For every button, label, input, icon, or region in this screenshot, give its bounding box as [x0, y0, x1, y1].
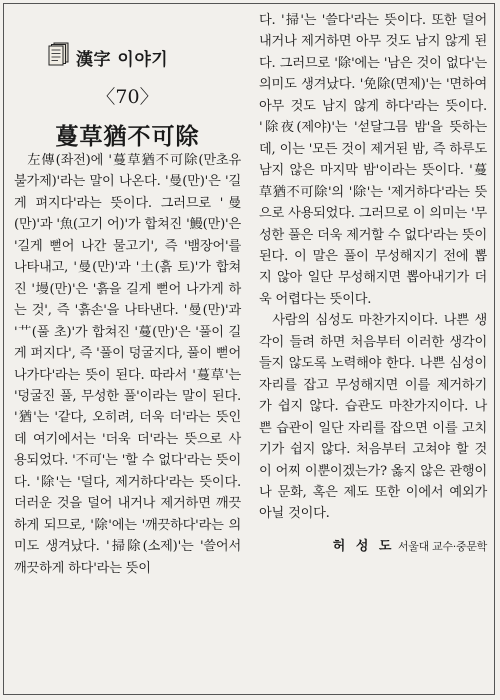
author-name: 허 성 도 [332, 538, 395, 554]
stacked-pages-icon [48, 42, 70, 66]
article-title: 蔓草猶不可除 [55, 123, 200, 150]
paragraph-1: 左傳(좌전)에 '蔓草猶不可除(만초유불가제)'라는 말이 나온다. '曼(만)'은 '길게 펴지다'라는 뜻이다. 그러므로 '曼(만)'과 '魚(고기 어)'가 합쳐진 '鰻(만)'은 '길게 뻗어 나간 물고기', 즉 '뱀장어'를 나타내고, '曼(만)'과 '土(흙 토)'가 합쳐진 '墁(만)'은 '흙을 길게 뻗어 나가게 하는 것', 즉 '흙손'을 나타낸다. '曼(만)'과 '艹(풀 초)'가 합쳐진 '蔓(만)'은 '풀이 길게 퍼지다', 즉 '풀이 덩굴지다, 풀이 뻗어 나가다'라는 뜻이 된다. 따라서 '蔓草'는 '덩굴진 풀, 무성한 풀'이라는 말이 된다. '猶'는 '같다, 오히려, 더욱 더'라는 뜻인데 여기에서는 '더욱 더'라는 뜻으로 사용되었다. '不可'는 '할 수 없다'라는 뜻이다. '除'는 '덜다, 제거하다'라는 뜻이다. 더러운 것을 덜어 내거나 제거하면 깨끗하게 되므로, '除'에는 '깨끗하다'라는 의미도 생겨났다. '掃除(소제)'는 '쓸어서 깨끗하게 하다'라는 뜻이 [14, 153, 241, 576]
author-affiliation: 서울대 교수·중문학 [397, 539, 487, 553]
author-byline [259, 535, 487, 554]
paragraph-2: 사람의 심성도 마찬가지이다. 나쁜 생각이 들려 하면 처음부터 이러한 생각이 들지 않도록 노력해야 한다. 나쁜 심성이 자리를 잡고 무성해지면 이를 제거하기가 쉽지 않다. 습관도 마찬가지이다. 나쁜 습관이 일단 자리를 잡으면 이를 고치기가 쉽지 않다. 처음부터 고쳐야 할 것이 어찌 이뿐이겠는가? 옳지 않은 관행이나 문화, 혹은 제도 또한 이에서 예외가 아닐 것이다. [259, 313, 487, 522]
series-title: 漢字 이야기 [76, 50, 169, 70]
paragraph-1-continued: 다. '掃'는 '쓸다'라는 뜻이다. 또한 덜어 내거나 제거하면 아무 것도 남지 않게 된다. 그러므로 '除'에는 '남은 것이 없다'는 의미도 생겨났다. '免除(면제)'는 '면하여 아무 것도 남지 않게 하다'라는 뜻이다. '除夜(제야)'는 '섣달그믐 밤'을 뜻하는데, 이는 '모든 것이 제거된 밤, 즉 하루도 남지 않은 마지막 밤'이라는 뜻이다. '蔓草猶不可除'의 '除'는 '제거하다'라는 뜻으로 사용되었다. 그러므로 이 의미는 '무성한 풀은 더욱 제거할 수 없다'라는 뜻이 된다. 이 말은 풀이 무성해지기 전에 뽑지 않아 일단 무성해지면 뽑아내기가 더욱 어렵다는 뜻이다. [259, 13, 488, 307]
right-column [259, 10, 487, 554]
left-column [14, 10, 241, 579]
issue-number: 〈70〉 [96, 86, 159, 108]
column-header [14, 10, 241, 150]
